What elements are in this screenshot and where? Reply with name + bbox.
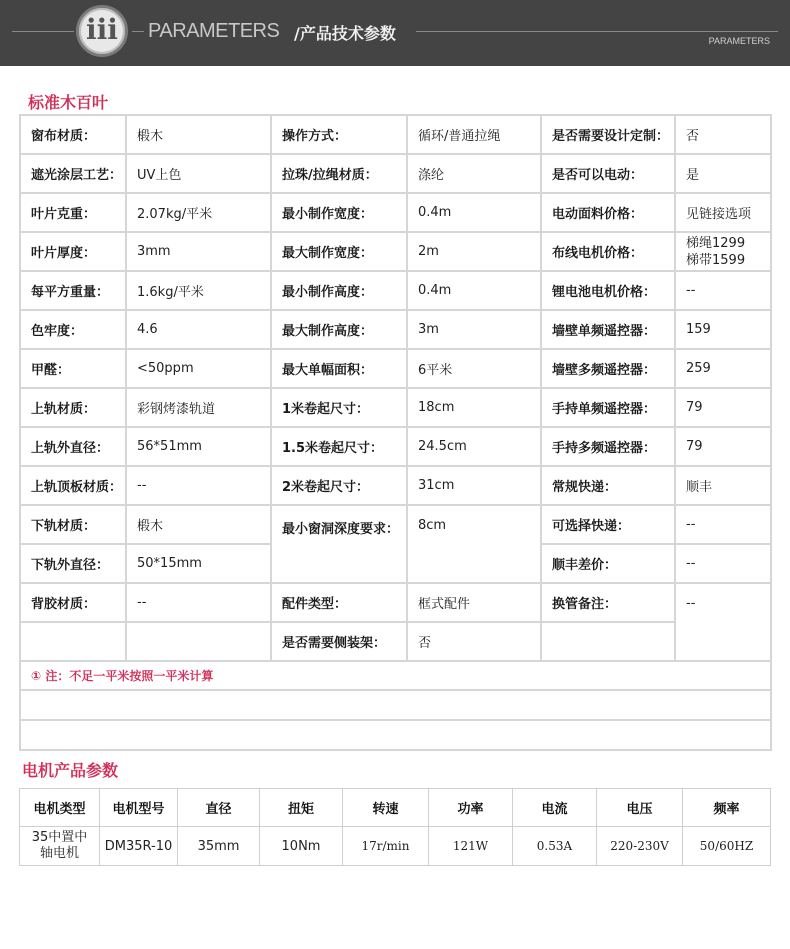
params-table-body bbox=[20, 115, 771, 750]
logo-icon: iii bbox=[76, 5, 128, 57]
param-value: 1.6kg/平米 bbox=[126, 271, 271, 310]
table-row bbox=[20, 388, 771, 427]
param-label: 背胶材质： bbox=[20, 583, 126, 622]
motor-cell: 50/60HZ bbox=[683, 827, 771, 866]
motor-cell: 220-230V bbox=[597, 827, 683, 866]
param-value: 涤纶 bbox=[407, 154, 541, 193]
note-text: ① 注：不足一平米按照一平米计算 bbox=[20, 661, 771, 690]
param-label: 最大制作宽度： bbox=[271, 232, 407, 271]
header-line-left bbox=[12, 31, 74, 32]
param-value: 31cm bbox=[407, 466, 541, 505]
param-label: 1米卷起尺寸： bbox=[271, 388, 407, 427]
table-row bbox=[20, 232, 771, 271]
table-row bbox=[20, 505, 771, 544]
param-label: 上轨外直径： bbox=[20, 427, 126, 466]
header-title-en: PARAMETERS bbox=[148, 20, 280, 42]
param-value: 6平米 bbox=[407, 349, 541, 388]
page-header bbox=[0, 0, 790, 66]
empty-cell bbox=[541, 622, 675, 661]
param-label: 墙壁单频遥控器： bbox=[541, 310, 675, 349]
motor-col-header: 电机类型 bbox=[20, 789, 100, 827]
motor-col-header: 电流 bbox=[513, 789, 597, 827]
param-value: 24.5cm bbox=[407, 427, 541, 466]
param-value: 彩钢烤漆轨道 bbox=[126, 388, 271, 427]
param-value: 是 bbox=[675, 154, 771, 193]
param-value: 3mm bbox=[126, 232, 271, 271]
param-value: 159 bbox=[675, 310, 771, 349]
param-value: 56*51mm bbox=[126, 427, 271, 466]
motor-col-header: 功率 bbox=[429, 789, 513, 827]
note-row bbox=[20, 661, 771, 690]
param-label: 布线电机价格： bbox=[541, 232, 675, 271]
param-value: 否 bbox=[675, 115, 771, 154]
section-title-motor: 电机产品参数 bbox=[22, 761, 119, 780]
param-label: 叶片克重： bbox=[20, 193, 126, 232]
param-value: 框式配件 bbox=[407, 583, 541, 622]
param-value: <50ppm bbox=[126, 349, 271, 388]
param-value: 3m bbox=[407, 310, 541, 349]
param-value: 否 bbox=[407, 622, 541, 661]
param-label: 叶片厚度： bbox=[20, 232, 126, 271]
param-value: -- bbox=[126, 583, 271, 622]
table-row bbox=[20, 622, 771, 661]
param-label: 每平方重量： bbox=[20, 271, 126, 310]
param-label: 最大单幅面积： bbox=[271, 349, 407, 388]
param-value: 见链接选项 bbox=[675, 193, 771, 232]
param-label: 甲醛： bbox=[20, 349, 126, 388]
param-label: 最小制作宽度： bbox=[271, 193, 407, 232]
table-row bbox=[20, 154, 771, 193]
param-label: 窗布材质： bbox=[20, 115, 126, 154]
param-label: 常规快递： bbox=[541, 466, 675, 505]
param-value: 259 bbox=[675, 349, 771, 388]
param-label: 2米卷起尺寸： bbox=[271, 466, 407, 505]
param-label: 电动面料价格： bbox=[541, 193, 675, 232]
param-label: 遮光涂层工艺： bbox=[20, 154, 126, 193]
param-label: 上轨材质： bbox=[20, 388, 126, 427]
motor-col-header: 转速 bbox=[343, 789, 429, 827]
param-label: 最大制作高度： bbox=[271, 310, 407, 349]
param-value: 0.4m bbox=[407, 271, 541, 310]
empty-cell bbox=[20, 622, 126, 661]
table-row bbox=[20, 193, 771, 232]
param-value: 椴木 bbox=[126, 115, 271, 154]
param-value: 椴木 bbox=[126, 505, 271, 544]
param-value: 50*15mm bbox=[126, 544, 271, 583]
param-label: 是否需要设计定制： bbox=[541, 115, 675, 154]
motor-cell: 0.53A bbox=[513, 827, 597, 866]
param-value: 8cm bbox=[407, 505, 541, 583]
param-label: 墙壁多频遥控器： bbox=[541, 349, 675, 388]
param-label: 是否可以电动： bbox=[541, 154, 675, 193]
table-row bbox=[20, 349, 771, 388]
table-row bbox=[20, 115, 771, 154]
motor-cell: 35mm bbox=[178, 827, 260, 866]
motor-cell: 121W bbox=[429, 827, 513, 866]
table-row bbox=[20, 427, 771, 466]
param-value: -- bbox=[675, 583, 771, 661]
param-value: 18cm bbox=[407, 388, 541, 427]
motor-cell: DM35R-10 bbox=[100, 827, 178, 866]
param-value: -- bbox=[675, 271, 771, 310]
param-label: 拉珠/拉绳材质： bbox=[271, 154, 407, 193]
param-label: 1.5米卷起尺寸： bbox=[271, 427, 407, 466]
param-label: 下轨外直径： bbox=[20, 544, 126, 583]
motor-cell: 17r/min bbox=[343, 827, 429, 866]
table-row bbox=[20, 583, 771, 622]
empty-cell bbox=[20, 720, 771, 750]
param-value: 2m bbox=[407, 232, 541, 271]
motor-col-header: 直径 bbox=[178, 789, 260, 827]
param-value: 0.4m bbox=[407, 193, 541, 232]
param-value: -- bbox=[675, 544, 771, 583]
param-label: 换管备注： bbox=[541, 583, 675, 622]
param-label: 顺丰差价： bbox=[541, 544, 675, 583]
motor-col-header: 扭矩 bbox=[260, 789, 343, 827]
param-label: 最小制作高度： bbox=[271, 271, 407, 310]
param-label: 是否需要侧装架： bbox=[271, 622, 407, 661]
header-line-mid bbox=[132, 31, 144, 32]
motor-cell: 10Nm bbox=[260, 827, 343, 866]
motor-col-header: 电压 bbox=[597, 789, 683, 827]
param-label: 手持单频遥控器： bbox=[541, 388, 675, 427]
param-value: 梯绳1299 梯带1599 bbox=[675, 232, 771, 271]
param-value: 循环/普通拉绳 bbox=[407, 115, 541, 154]
motor-data-row bbox=[20, 827, 771, 866]
motor-table bbox=[19, 788, 771, 866]
param-value: 79 bbox=[675, 388, 771, 427]
table-row bbox=[20, 271, 771, 310]
blank-row bbox=[20, 690, 771, 720]
param-value: -- bbox=[675, 505, 771, 544]
empty-cell bbox=[20, 690, 771, 720]
table-row bbox=[20, 466, 771, 505]
param-label: 手持多频遥控器： bbox=[541, 427, 675, 466]
param-value: UV上色 bbox=[126, 154, 271, 193]
param-value: -- bbox=[126, 466, 271, 505]
param-value: 2.07kg/平米 bbox=[126, 193, 271, 232]
empty-cell bbox=[126, 622, 271, 661]
param-label: 色牢度： bbox=[20, 310, 126, 349]
param-label: 最小窗洞深度要求： bbox=[271, 505, 407, 583]
header-line-right bbox=[416, 31, 778, 32]
param-label: 配件类型： bbox=[271, 583, 407, 622]
param-label: 下轨材质： bbox=[20, 505, 126, 544]
header-title-zh: /产品技术参数 bbox=[294, 24, 396, 43]
motor-cell: 35中置中 轴电机 bbox=[20, 827, 100, 866]
motor-header-row bbox=[20, 789, 771, 827]
param-label: 可选择快递： bbox=[541, 505, 675, 544]
param-value: 4.6 bbox=[126, 310, 271, 349]
params-table bbox=[19, 114, 772, 751]
blank-row bbox=[20, 720, 771, 750]
table-row bbox=[20, 310, 771, 349]
param-value: 顺丰 bbox=[675, 466, 771, 505]
motor-col-header: 电机型号 bbox=[100, 789, 178, 827]
param-value: 79 bbox=[675, 427, 771, 466]
param-label: 上轨顶板材质： bbox=[20, 466, 126, 505]
motor-col-header: 频率 bbox=[683, 789, 771, 827]
section-title-shutter: 标准木百叶 bbox=[28, 93, 109, 112]
param-label: 锂电池电机价格： bbox=[541, 271, 675, 310]
header-small-label: PARAMETERS bbox=[708, 36, 770, 46]
param-label: 操作方式： bbox=[271, 115, 407, 154]
